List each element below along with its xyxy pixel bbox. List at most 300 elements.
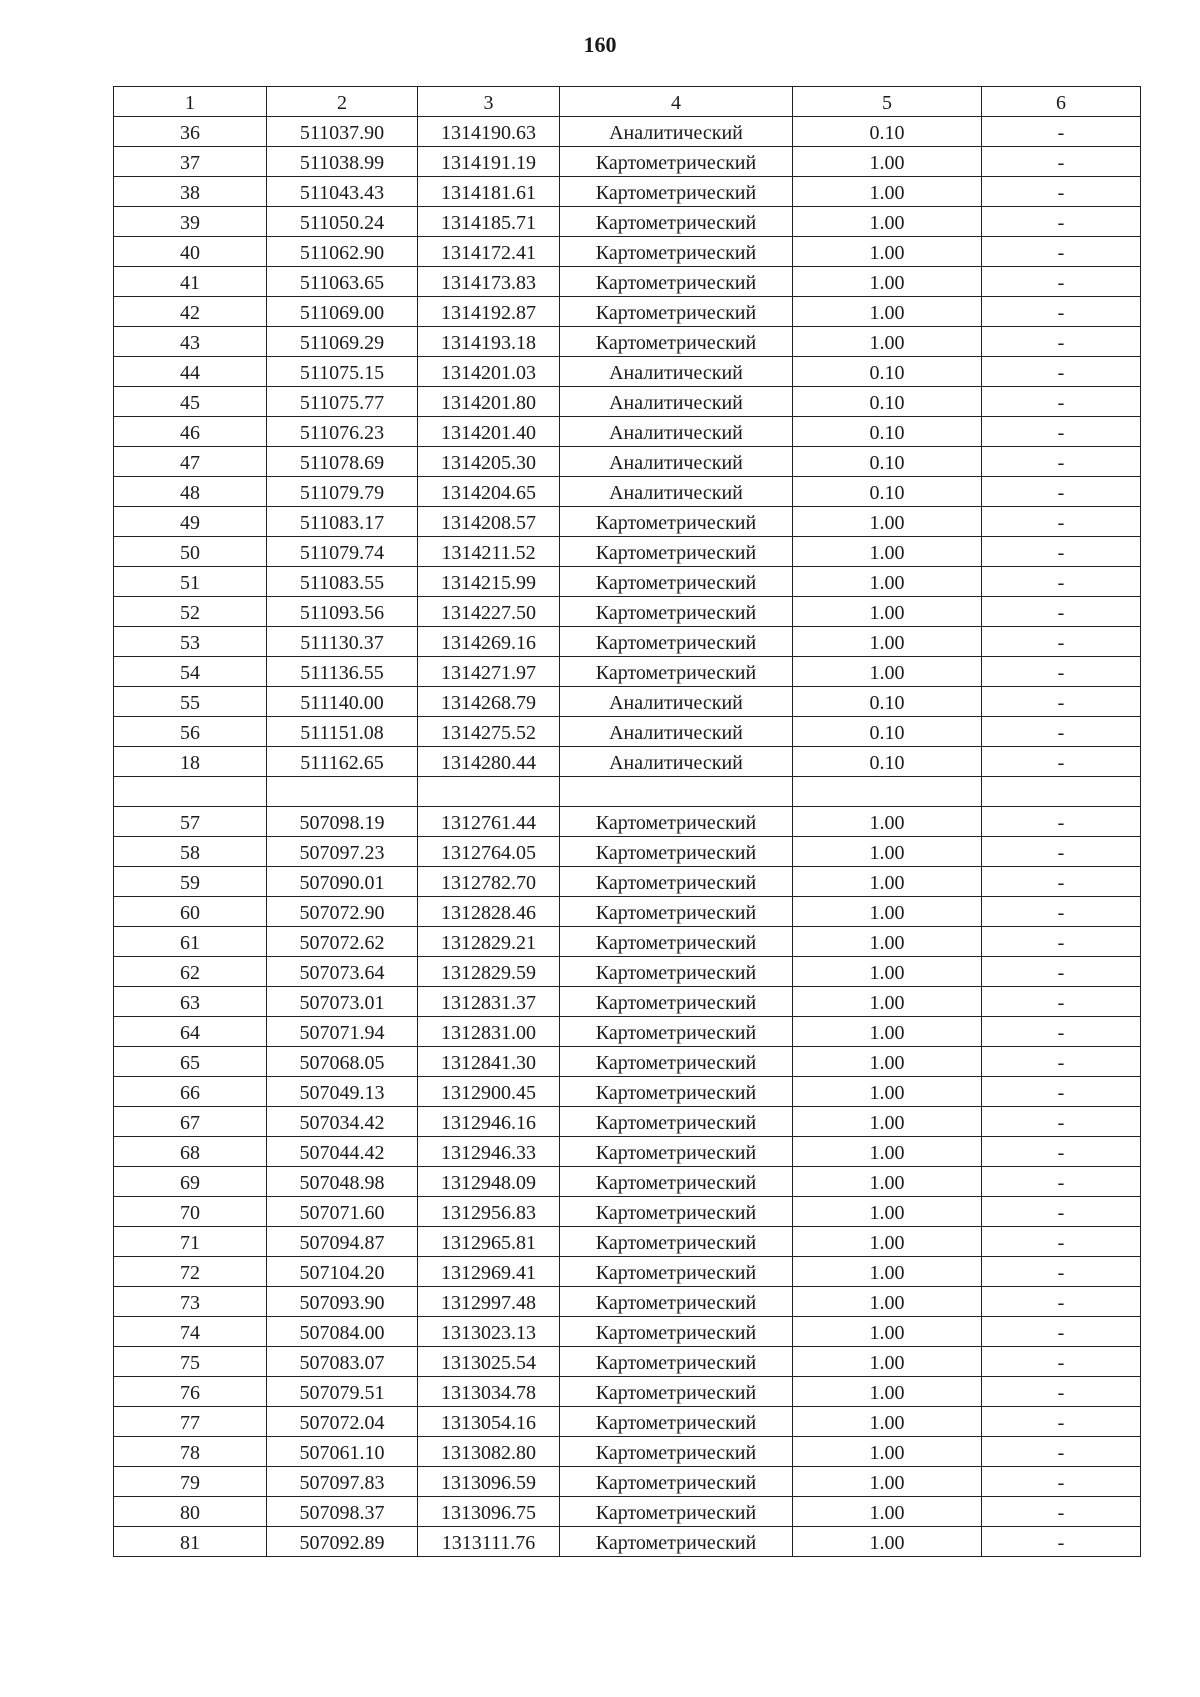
y-coordinate-cell: 1312829.21 [418, 927, 560, 957]
header-cell-1: 1 [114, 87, 267, 117]
table-body [114, 117, 1141, 1557]
y-coordinate-cell: 1312946.33 [418, 1137, 560, 1167]
method-cell: Аналитический [560, 117, 793, 147]
x-coordinate-cell: 511050.24 [267, 207, 418, 237]
note-cell: - [982, 567, 1141, 597]
accuracy-cell: 1.00 [793, 1047, 982, 1077]
note-cell: - [982, 597, 1141, 627]
table-row [114, 1467, 1141, 1497]
point-number-cell: 72 [114, 1257, 267, 1287]
point-number-cell: 40 [114, 237, 267, 267]
method-cell: Картометрический [560, 327, 793, 357]
point-number-cell: 54 [114, 657, 267, 687]
table-row [114, 897, 1141, 927]
accuracy-cell: 1.00 [793, 807, 982, 837]
accuracy-cell: 1.00 [793, 1377, 982, 1407]
note-cell: - [982, 447, 1141, 477]
x-coordinate-cell: 507071.60 [267, 1197, 418, 1227]
point-number-cell: 63 [114, 987, 267, 1017]
note-cell: - [982, 957, 1141, 987]
method-cell: Картометрический [560, 657, 793, 687]
accuracy-cell: 1.00 [793, 327, 982, 357]
method-cell: Картометрический [560, 1437, 793, 1467]
point-number-cell: 67 [114, 1107, 267, 1137]
y-coordinate-cell: 1312946.16 [418, 1107, 560, 1137]
table-row [114, 1407, 1141, 1437]
x-coordinate-cell: 511093.56 [267, 597, 418, 627]
table-row [114, 237, 1141, 267]
table-row [114, 117, 1141, 147]
point-number-cell: 44 [114, 357, 267, 387]
method-cell: Картометрический [560, 597, 793, 627]
table-row [114, 837, 1141, 867]
accuracy-cell: 1.00 [793, 1467, 982, 1497]
accuracy-cell: 1.00 [793, 1137, 982, 1167]
method-cell: Картометрический [560, 1407, 793, 1437]
table-row [114, 957, 1141, 987]
accuracy-cell: 1.00 [793, 1077, 982, 1107]
point-number-cell: 81 [114, 1527, 267, 1557]
point-number-cell: 78 [114, 1437, 267, 1467]
note-cell: - [982, 357, 1141, 387]
table-row [114, 267, 1141, 297]
x-coordinate-cell: 511083.55 [267, 567, 418, 597]
note-cell: - [982, 477, 1141, 507]
y-coordinate-cell: 1313025.54 [418, 1347, 560, 1377]
point-number-cell: 76 [114, 1377, 267, 1407]
note-cell: - [982, 1137, 1141, 1167]
x-coordinate-cell: 507072.62 [267, 927, 418, 957]
method-cell: Картометрический [560, 927, 793, 957]
accuracy-cell: 1.00 [793, 867, 982, 897]
x-coordinate-cell: 511038.99 [267, 147, 418, 177]
table-row [114, 537, 1141, 567]
accuracy-cell: 1.00 [793, 267, 982, 297]
method-cell: Картометрический [560, 1197, 793, 1227]
method-cell: Аналитический [560, 447, 793, 477]
table-row [114, 657, 1141, 687]
y-coordinate-cell: 1313054.16 [418, 1407, 560, 1437]
note-cell: - [982, 627, 1141, 657]
accuracy-cell: 0.10 [793, 747, 982, 777]
y-coordinate-cell: 1312969.41 [418, 1257, 560, 1287]
y-coordinate-cell: 1314185.71 [418, 207, 560, 237]
method-cell: Картометрический [560, 1107, 793, 1137]
accuracy-cell: 0.10 [793, 357, 982, 387]
accuracy-cell: 0.10 [793, 387, 982, 417]
point-number-cell: 56 [114, 717, 267, 747]
note-cell: - [982, 747, 1141, 777]
point-number-cell: 46 [114, 417, 267, 447]
accuracy-cell: 0.10 [793, 447, 982, 477]
table-row [114, 417, 1141, 447]
table-row [114, 747, 1141, 777]
x-coordinate-cell: 507072.90 [267, 897, 418, 927]
y-coordinate-cell: 1314201.03 [418, 357, 560, 387]
x-coordinate-cell: 507068.05 [267, 1047, 418, 1077]
point-number-cell: 75 [114, 1347, 267, 1377]
note-cell: - [982, 1287, 1141, 1317]
point-number-cell: 68 [114, 1137, 267, 1167]
method-cell: Аналитический [560, 387, 793, 417]
note-cell: - [982, 1017, 1141, 1047]
y-coordinate-cell: 1312965.81 [418, 1227, 560, 1257]
method-cell: Картометрический [560, 897, 793, 927]
method-cell: Картометрический [560, 1377, 793, 1407]
y-coordinate-cell: 1314191.19 [418, 147, 560, 177]
point-number-cell: 62 [114, 957, 267, 987]
accuracy-cell: 0.10 [793, 687, 982, 717]
point-number-cell: 66 [114, 1077, 267, 1107]
y-coordinate-cell: 1312841.30 [418, 1047, 560, 1077]
header-cell-3: 3 [418, 87, 560, 117]
accuracy-cell: 0.10 [793, 477, 982, 507]
x-coordinate-cell: 507092.89 [267, 1527, 418, 1557]
x-coordinate-cell: 507073.01 [267, 987, 418, 1017]
y-coordinate-cell: 1312782.70 [418, 867, 560, 897]
x-coordinate-cell: 507034.42 [267, 1107, 418, 1137]
table-row [114, 807, 1141, 837]
method-cell: Картометрический [560, 627, 793, 657]
method-cell: Картометрический [560, 987, 793, 1017]
table-row [114, 1377, 1141, 1407]
y-coordinate-cell: 1314227.50 [418, 597, 560, 627]
y-coordinate-cell: 1312956.83 [418, 1197, 560, 1227]
table-row [114, 1527, 1141, 1557]
table-row [114, 1497, 1141, 1527]
accuracy-cell: 1.00 [793, 507, 982, 537]
method-cell: Картометрический [560, 147, 793, 177]
x-coordinate-cell: 511162.65 [267, 747, 418, 777]
method-cell: Картометрический [560, 1317, 793, 1347]
point-number-cell: 64 [114, 1017, 267, 1047]
note-cell: - [982, 417, 1141, 447]
x-coordinate-cell: 511078.69 [267, 447, 418, 477]
note-cell [982, 777, 1141, 807]
table-row [114, 147, 1141, 177]
note-cell: - [982, 897, 1141, 927]
table-row [114, 927, 1141, 957]
note-cell: - [982, 1497, 1141, 1527]
accuracy-cell: 1.00 [793, 1167, 982, 1197]
y-coordinate-cell: 1314201.80 [418, 387, 560, 417]
method-cell: Картометрический [560, 1347, 793, 1377]
point-number-cell: 41 [114, 267, 267, 297]
note-cell: - [982, 867, 1141, 897]
coordinates-table [113, 86, 1141, 1557]
note-cell: - [982, 537, 1141, 567]
x-coordinate-cell: 511076.23 [267, 417, 418, 447]
point-number-cell: 65 [114, 1047, 267, 1077]
x-coordinate-cell: 507098.19 [267, 807, 418, 837]
method-cell: Картометрический [560, 1467, 793, 1497]
point-number-cell: 47 [114, 447, 267, 477]
method-cell: Картометрический [560, 1527, 793, 1557]
method-cell: Картометрический [560, 567, 793, 597]
note-cell: - [982, 717, 1141, 747]
method-cell: Аналитический [560, 357, 793, 387]
x-coordinate-cell: 507097.23 [267, 837, 418, 867]
point-number-cell: 55 [114, 687, 267, 717]
table-row [114, 177, 1141, 207]
table-row [114, 1317, 1141, 1347]
method-cell: Картометрический [560, 1167, 793, 1197]
method-cell: Аналитический [560, 747, 793, 777]
y-coordinate-cell: 1312831.00 [418, 1017, 560, 1047]
method-cell: Картометрический [560, 237, 793, 267]
table-row [114, 387, 1141, 417]
note-cell: - [982, 1437, 1141, 1467]
note-cell: - [982, 1527, 1141, 1557]
table-row [114, 477, 1141, 507]
x-coordinate-cell: 507090.01 [267, 867, 418, 897]
note-cell: - [982, 1227, 1141, 1257]
y-coordinate-cell: 1313023.13 [418, 1317, 560, 1347]
accuracy-cell: 1.00 [793, 567, 982, 597]
x-coordinate-cell: 511075.77 [267, 387, 418, 417]
y-coordinate-cell: 1314190.63 [418, 117, 560, 147]
y-coordinate-cell: 1314172.41 [418, 237, 560, 267]
table-row [114, 1137, 1141, 1167]
method-cell: Картометрический [560, 507, 793, 537]
note-cell: - [982, 807, 1141, 837]
method-cell: Картометрический [560, 177, 793, 207]
table-row [114, 717, 1141, 747]
point-number-cell: 70 [114, 1197, 267, 1227]
y-coordinate-cell: 1313082.80 [418, 1437, 560, 1467]
x-coordinate-cell: 511083.17 [267, 507, 418, 537]
method-cell: Картометрический [560, 1137, 793, 1167]
x-coordinate-cell: 511079.79 [267, 477, 418, 507]
x-coordinate-cell: 511043.43 [267, 177, 418, 207]
accuracy-cell: 1.00 [793, 177, 982, 207]
point-number-cell: 51 [114, 567, 267, 597]
note-cell: - [982, 1317, 1141, 1347]
method-cell: Картометрический [560, 957, 793, 987]
note-cell: - [982, 987, 1141, 1017]
accuracy-cell: 1.00 [793, 1257, 982, 1287]
y-coordinate-cell: 1312764.05 [418, 837, 560, 867]
point-number-cell: 61 [114, 927, 267, 957]
y-coordinate-cell: 1314193.18 [418, 327, 560, 357]
y-coordinate-cell: 1312828.46 [418, 897, 560, 927]
table-row [114, 507, 1141, 537]
note-cell: - [982, 237, 1141, 267]
header-cell-5: 5 [793, 87, 982, 117]
table-row [114, 567, 1141, 597]
note-cell: - [982, 1077, 1141, 1107]
table-row [114, 1257, 1141, 1287]
method-cell: Картометрический [560, 1227, 793, 1257]
x-coordinate-cell: 511069.29 [267, 327, 418, 357]
x-coordinate-cell: 507083.07 [267, 1347, 418, 1377]
y-coordinate-cell: 1314208.57 [418, 507, 560, 537]
note-cell: - [982, 1467, 1141, 1497]
note-cell: - [982, 387, 1141, 417]
y-coordinate-cell: 1312761.44 [418, 807, 560, 837]
note-cell: - [982, 177, 1141, 207]
point-number-cell: 73 [114, 1287, 267, 1317]
point-number-cell: 49 [114, 507, 267, 537]
accuracy-cell: 0.10 [793, 117, 982, 147]
table-row [114, 1107, 1141, 1137]
x-coordinate-cell: 507061.10 [267, 1437, 418, 1467]
point-number-cell: 74 [114, 1317, 267, 1347]
method-cell [560, 777, 793, 807]
accuracy-cell: 1.00 [793, 1407, 982, 1437]
note-cell: - [982, 1407, 1141, 1437]
table-row [114, 1197, 1141, 1227]
point-number-cell: 77 [114, 1407, 267, 1437]
accuracy-cell [793, 777, 982, 807]
note-cell: - [982, 1047, 1141, 1077]
y-coordinate-cell: 1314268.79 [418, 687, 560, 717]
note-cell: - [982, 297, 1141, 327]
x-coordinate-cell: 507093.90 [267, 1287, 418, 1317]
table-row [114, 627, 1141, 657]
table-row [114, 447, 1141, 477]
table-row [114, 1077, 1141, 1107]
note-cell: - [982, 267, 1141, 297]
y-coordinate-cell: 1314275.52 [418, 717, 560, 747]
y-coordinate-cell: 1314205.30 [418, 447, 560, 477]
table-row [114, 1437, 1141, 1467]
point-number-cell: 37 [114, 147, 267, 177]
note-cell: - [982, 1167, 1141, 1197]
y-coordinate-cell: 1314271.97 [418, 657, 560, 687]
accuracy-cell: 1.00 [793, 927, 982, 957]
accuracy-cell: 1.00 [793, 1347, 982, 1377]
table-row [114, 357, 1141, 387]
method-cell: Аналитический [560, 717, 793, 747]
method-cell: Аналитический [560, 477, 793, 507]
table-row [114, 687, 1141, 717]
x-coordinate-cell: 511130.37 [267, 627, 418, 657]
x-coordinate-cell: 511037.90 [267, 117, 418, 147]
y-coordinate-cell: 1314211.52 [418, 537, 560, 567]
note-cell: - [982, 1197, 1141, 1227]
y-coordinate-cell: 1314181.61 [418, 177, 560, 207]
accuracy-cell: 1.00 [793, 897, 982, 927]
accuracy-cell: 1.00 [793, 657, 982, 687]
y-coordinate-cell: 1314269.16 [418, 627, 560, 657]
x-coordinate-cell: 511075.15 [267, 357, 418, 387]
x-coordinate-cell: 511151.08 [267, 717, 418, 747]
table-row [114, 597, 1141, 627]
accuracy-cell: 1.00 [793, 1107, 982, 1137]
y-coordinate-cell: 1313111.76 [418, 1527, 560, 1557]
point-number-cell: 60 [114, 897, 267, 927]
y-coordinate-cell: 1314215.99 [418, 567, 560, 597]
note-cell: - [982, 1377, 1141, 1407]
accuracy-cell: 1.00 [793, 627, 982, 657]
accuracy-cell: 1.00 [793, 1527, 982, 1557]
y-coordinate-cell [418, 777, 560, 807]
note-cell: - [982, 1107, 1141, 1137]
note-cell: - [982, 1257, 1141, 1287]
accuracy-cell: 1.00 [793, 537, 982, 567]
y-coordinate-cell: 1312831.37 [418, 987, 560, 1017]
x-coordinate-cell: 507049.13 [267, 1077, 418, 1107]
note-cell: - [982, 657, 1141, 687]
accuracy-cell: 1.00 [793, 837, 982, 867]
x-coordinate-cell: 507048.98 [267, 1167, 418, 1197]
method-cell: Картометрический [560, 1497, 793, 1527]
point-number-cell: 59 [114, 867, 267, 897]
table-row [114, 1227, 1141, 1257]
point-number-cell: 69 [114, 1167, 267, 1197]
method-cell: Картометрический [560, 1257, 793, 1287]
table-row [114, 207, 1141, 237]
method-cell: Картометрический [560, 867, 793, 897]
x-coordinate-cell: 507098.37 [267, 1497, 418, 1527]
x-coordinate-cell: 511136.55 [267, 657, 418, 687]
y-coordinate-cell: 1313096.59 [418, 1467, 560, 1497]
x-coordinate-cell: 507084.00 [267, 1317, 418, 1347]
point-number-cell: 53 [114, 627, 267, 657]
note-cell: - [982, 327, 1141, 357]
accuracy-cell: 1.00 [793, 1227, 982, 1257]
table-row [114, 327, 1141, 357]
y-coordinate-cell: 1314192.87 [418, 297, 560, 327]
accuracy-cell: 0.10 [793, 717, 982, 747]
note-cell: - [982, 837, 1141, 867]
x-coordinate-cell: 507094.87 [267, 1227, 418, 1257]
accuracy-cell: 1.00 [793, 1437, 982, 1467]
table-row [114, 1047, 1141, 1077]
accuracy-cell: 1.00 [793, 1287, 982, 1317]
x-coordinate-cell: 511140.00 [267, 687, 418, 717]
point-number-cell: 79 [114, 1467, 267, 1497]
x-coordinate-cell: 511062.90 [267, 237, 418, 267]
point-number-cell: 80 [114, 1497, 267, 1527]
method-cell: Картометрический [560, 807, 793, 837]
accuracy-cell: 1.00 [793, 1497, 982, 1527]
y-coordinate-cell: 1314280.44 [418, 747, 560, 777]
method-cell: Картометрический [560, 837, 793, 867]
table-row [114, 297, 1141, 327]
y-coordinate-cell: 1312900.45 [418, 1077, 560, 1107]
x-coordinate-cell: 507104.20 [267, 1257, 418, 1287]
x-coordinate-cell: 507044.42 [267, 1137, 418, 1167]
x-coordinate-cell: 507071.94 [267, 1017, 418, 1047]
point-number-cell: 38 [114, 177, 267, 207]
note-cell: - [982, 147, 1141, 177]
accuracy-cell: 1.00 [793, 147, 982, 177]
point-number-cell: 39 [114, 207, 267, 237]
method-cell: Картометрический [560, 267, 793, 297]
accuracy-cell: 1.00 [793, 1317, 982, 1347]
y-coordinate-cell: 1314204.65 [418, 477, 560, 507]
accuracy-cell: 0.10 [793, 417, 982, 447]
table-row [114, 867, 1141, 897]
y-coordinate-cell: 1312997.48 [418, 1287, 560, 1317]
point-number-cell [114, 777, 267, 807]
point-number-cell: 52 [114, 597, 267, 627]
x-coordinate-cell: 511063.65 [267, 267, 418, 297]
x-coordinate-cell: 507079.51 [267, 1377, 418, 1407]
note-cell: - [982, 687, 1141, 717]
method-cell: Картометрический [560, 297, 793, 327]
point-number-cell: 58 [114, 837, 267, 867]
note-cell: - [982, 117, 1141, 147]
table-row [114, 777, 1141, 807]
point-number-cell: 18 [114, 747, 267, 777]
y-coordinate-cell: 1313096.75 [418, 1497, 560, 1527]
method-cell: Аналитический [560, 687, 793, 717]
header-row [114, 87, 1141, 117]
point-number-cell: 50 [114, 537, 267, 567]
